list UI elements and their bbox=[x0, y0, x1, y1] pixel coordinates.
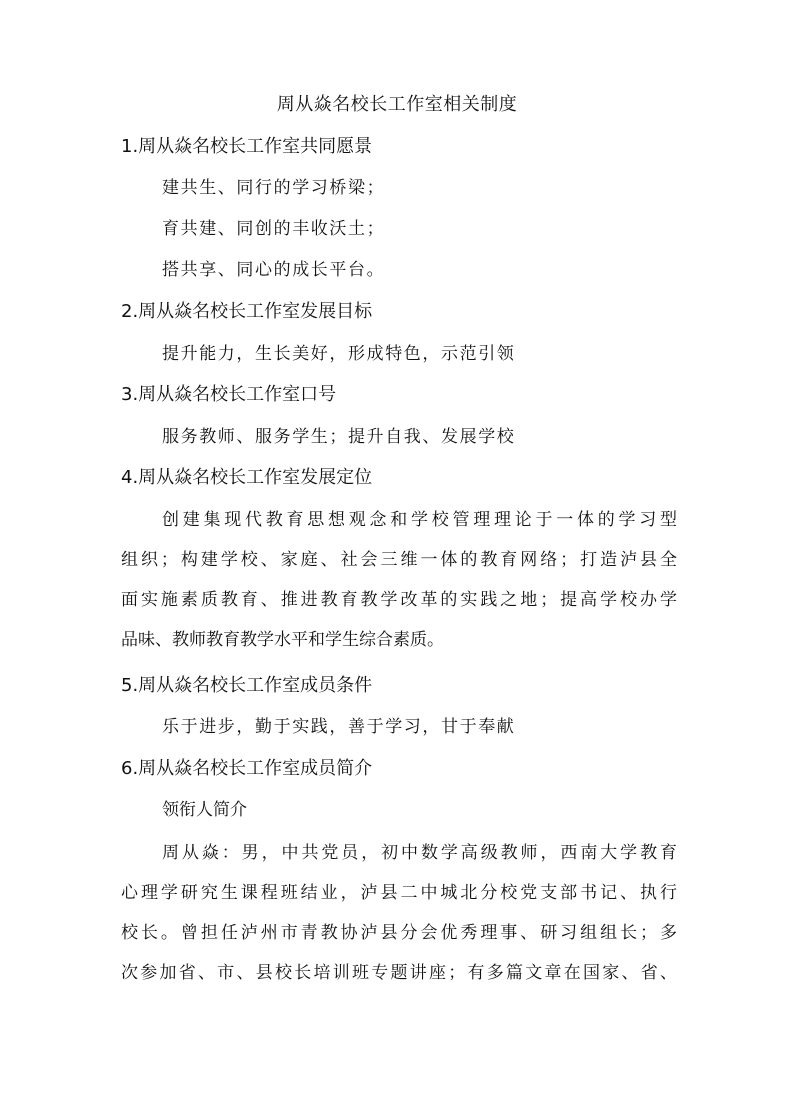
section-6-paragraph-line-3: 校长。曾担任泸州市青教协泸县分会优秀理事、研习组组长；多 bbox=[121, 923, 677, 943]
section-6-paragraph bbox=[121, 840, 677, 1000]
section-1-line-2: 育共建、同创的丰收沃土； bbox=[162, 219, 386, 239]
section-1-heading: 1.周从焱名校长工作室共同愿景 bbox=[121, 136, 373, 157]
section-5-line-1: 乐于进步，勤于实践，善于学习，甘于奉献 bbox=[162, 717, 516, 737]
section-2-line-1: 提升能力，生长美好，形成特色，示范引领 bbox=[162, 344, 516, 364]
section-1-line-3: 搭共享、同心的成长平台。 bbox=[162, 260, 386, 280]
section-4-heading: 4.周从焱名校长工作室发展定位 bbox=[121, 467, 373, 488]
document-title: 周从焱名校长工作室相关制度 bbox=[276, 94, 518, 115]
section-2-heading: 2.周从焱名校长工作室发展目标 bbox=[121, 301, 373, 322]
section-6-subheading: 领衔人简介 bbox=[162, 800, 247, 820]
section-4-paragraph-line-4: 品味、教师教育教学水平和学生综合素质。 bbox=[121, 630, 444, 650]
section-4-paragraph-line-3: 面实施素质教育、推进教育教学改革的实践之地；提高学校办学 bbox=[121, 590, 677, 610]
section-6-heading: 6.周从焱名校长工作室成员简介 bbox=[121, 758, 373, 779]
section-6-paragraph-line-4: 次参加省、市、县校长培训班专题讲座；有多篇文章在国家、省、 bbox=[121, 963, 677, 983]
section-4-paragraph-line-1: 创建集现代教育思想观念和学校管理理论于一体的学习型 bbox=[162, 510, 677, 530]
section-5-heading: 5.周从焱名校长工作室成员条件 bbox=[121, 675, 373, 696]
section-6-paragraph-line-2: 心理学研究生课程班结业，泸县二中城北分校党支部书记、执行 bbox=[121, 883, 677, 903]
section-4-paragraph bbox=[121, 507, 677, 667]
section-6-paragraph-line-1: 周从焱：男，中共党员，初中数学高级教师，西南大学教育 bbox=[162, 843, 677, 863]
section-1-line-1: 建共生、同行的学习桥梁； bbox=[162, 178, 386, 198]
section-3-heading: 3.周从焱名校长工作室口号 bbox=[121, 384, 337, 405]
section-4-paragraph-line-2: 组织；构建学校、家庭、社会三维一体的教育网络；打造泸县全 bbox=[121, 550, 677, 570]
section-3-line-1: 服务教师、服务学生；提升自我、发展学校 bbox=[162, 427, 516, 447]
